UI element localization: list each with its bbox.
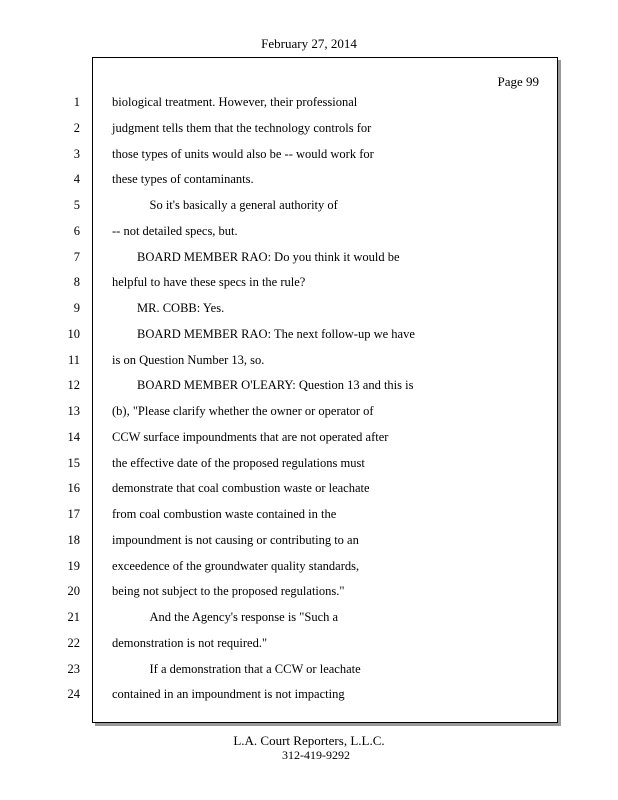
transcript-line: those types of units would also be -- would work for — [112, 147, 374, 161]
transcript-line: MR. COBB: Yes. — [112, 301, 225, 315]
transcript-line: is on Question Number 13, so. — [112, 353, 265, 367]
transcript-line: from coal combustion waste contained in the — [112, 507, 337, 521]
transcript-line: demonstration is not required." — [112, 636, 268, 650]
line-number: 20 — [67, 584, 80, 598]
line-number: 8 — [73, 275, 80, 289]
transcript-line: these types of contaminants. — [112, 172, 254, 186]
line-number: 7 — [73, 250, 80, 264]
transcript-line: impoundment is not causing or contributing to an — [112, 533, 359, 547]
line-number: 9 — [73, 301, 80, 315]
line-number: 1 — [73, 95, 80, 109]
transcript-line: helpful to have these specs in the rule? — [112, 275, 306, 289]
transcript-line: BOARD MEMBER RAO: The next follow-up we have — [112, 327, 415, 341]
line-number: 2 — [73, 121, 80, 135]
line-number: 14 — [67, 430, 80, 444]
line-number: 17 — [67, 507, 80, 521]
transcript-line: BOARD MEMBER O'LEARY: Question 13 and this is — [112, 378, 414, 392]
transcript-line: being not subject to the proposed regulations." — [112, 584, 345, 598]
line-number: 18 — [67, 533, 80, 547]
page-number: Page 99 — [497, 74, 539, 89]
line-number: 5 — [73, 198, 80, 212]
transcript-line: If a demonstration that a CCW or leachate — [112, 662, 361, 676]
transcript-line: demonstrate that coal combustion waste or leachate — [112, 481, 370, 495]
line-number: 6 — [73, 224, 80, 238]
transcript-line: CCW surface impoundments that are not operated after — [112, 430, 389, 444]
line-number: 19 — [67, 559, 80, 573]
line-number: 15 — [67, 456, 80, 470]
transcript-line: -- not detailed specs, but. — [112, 224, 238, 238]
header-date: February 27, 2014 — [261, 36, 357, 51]
line-number: 23 — [67, 662, 80, 676]
transcript-line: judgment tells them that the technology controls for — [112, 121, 372, 135]
footer-firm: L.A. Court Reporters, L.L.C. — [233, 733, 385, 748]
transcript-line: exceedence of the groundwater quality standards, — [112, 559, 360, 573]
transcript-line: biological treatment. However, their professional — [112, 95, 358, 109]
transcript-line: So it's basically a general authority of — [112, 198, 338, 212]
line-number: 10 — [67, 327, 80, 341]
transcript-line: contained in an impoundment is not impacting — [112, 687, 345, 701]
line-number: 4 — [73, 172, 80, 186]
line-number: 16 — [67, 481, 80, 495]
line-number: 12 — [67, 378, 80, 392]
line-number: 21 — [67, 610, 80, 624]
transcript-line: BOARD MEMBER RAO: Do you think it would be — [112, 250, 400, 264]
line-number: 11 — [67, 353, 80, 367]
transcript-line: (b), "Please clarify whether the owner or operator of — [112, 404, 374, 418]
line-number: 3 — [73, 147, 80, 161]
footer-phone: 312-419-9292 — [282, 748, 350, 762]
line-number: 24 — [67, 687, 80, 701]
transcript-line: the effective date of the proposed regulations must — [112, 456, 365, 470]
line-number: 22 — [67, 636, 80, 650]
transcript-line: And the Agency's response is "Such a — [112, 610, 339, 624]
line-number: 13 — [67, 404, 80, 418]
